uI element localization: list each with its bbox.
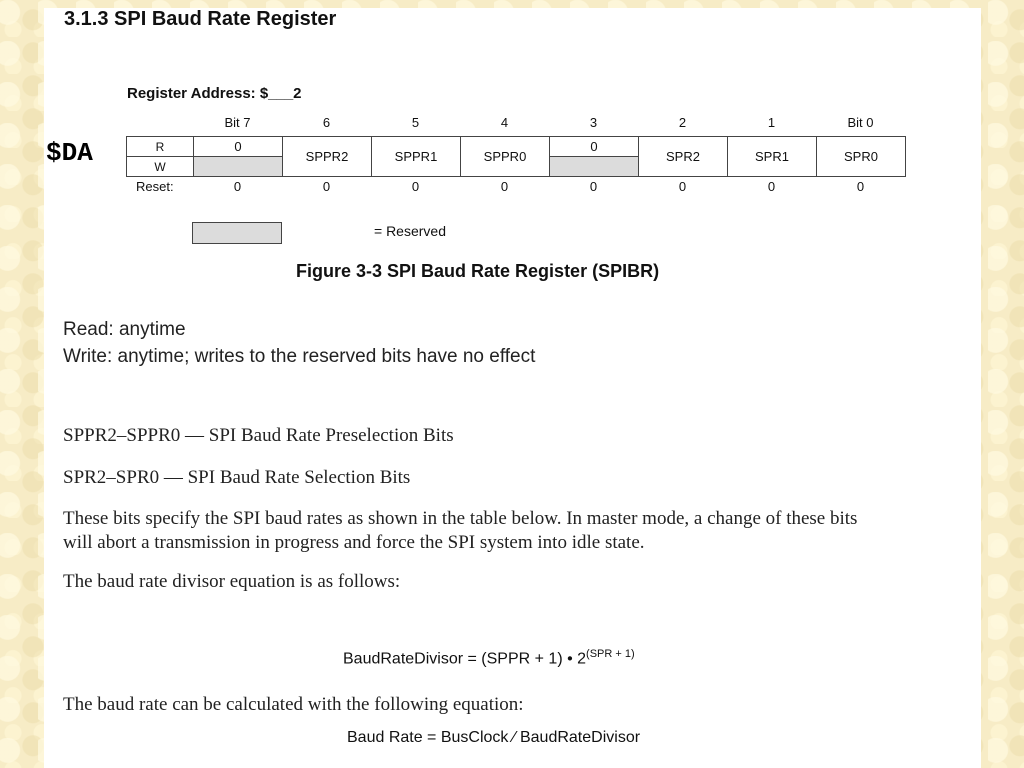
baud-intro: The baud rate can be calculated with the following equation: [63, 694, 524, 715]
write-access: Write: anytime; writes to the reserved bits have no effect [63, 346, 536, 367]
reset-value: 0 [767, 179, 776, 194]
section-heading: 3.1.3 SPI Baud Rate Register [64, 8, 337, 30]
divisor-equation-base: BaudRateDivisor = (SPPR + 1) • 2 [343, 650, 587, 668]
register-address-annotation: $DA [46, 138, 93, 168]
read-row-label: R [127, 137, 194, 157]
reserved-legend-label: = Reserved [374, 223, 446, 239]
bit-field: SPPR0 [461, 137, 550, 177]
register-address: Register Address: $___2 [127, 85, 302, 102]
reserved-bit-write [550, 157, 639, 177]
bit-label: Bit 0 [847, 115, 874, 130]
bit-field: SPPR2 [283, 137, 372, 177]
write-row-label: W [127, 157, 194, 177]
reset-row-label: Reset: [136, 179, 174, 194]
reserved-bit-read: 0 [194, 137, 283, 157]
register-table [126, 136, 906, 177]
divisor-intro: The baud rate divisor equation is as follows: [63, 571, 401, 592]
bit-field: SPR1 [728, 137, 817, 177]
reset-value: 0 [678, 179, 687, 194]
reserved-bit-write [194, 157, 283, 177]
bit-label: 5 [411, 115, 420, 130]
bit-label: 2 [678, 115, 687, 130]
bit-label: 1 [767, 115, 776, 130]
reset-value: 0 [411, 179, 420, 194]
read-access: Read: anytime [63, 319, 186, 340]
reset-value: 0 [500, 179, 509, 194]
bit-field: SPPR1 [372, 137, 461, 177]
field-definition: SPR2–SPR0 — SPI Baud Rate Selection Bits [63, 467, 411, 488]
bit-label: Bit 7 [224, 115, 251, 130]
figure-caption: Figure 3-3 SPI Baud Rate Register (SPIBR) [296, 261, 660, 281]
reserved-legend-swatch [192, 222, 282, 244]
bit-field: SPR2 [639, 137, 728, 177]
divisor-equation [343, 648, 635, 668]
reset-value: 0 [322, 179, 331, 194]
bit-label: 3 [589, 115, 598, 130]
bit-field: SPR0 [817, 137, 906, 177]
bit-label: 6 [322, 115, 331, 130]
reset-value: 0 [856, 179, 865, 194]
description-line: These bits specify the SPI baud rates as shown in the table below. In master mode, a change of these bits [63, 508, 858, 529]
baud-equation: Baud Rate = BusClock ⁄ BaudRateDivisor [347, 729, 641, 746]
reset-value: 0 [589, 179, 598, 194]
bit-label: 4 [500, 115, 509, 130]
reset-value: 0 [233, 179, 242, 194]
divisor-equation-exponent: (SPR + 1) [586, 648, 635, 660]
description-line: will abort a transmission in progress and force the SPI system into idle state. [63, 532, 645, 553]
reserved-bit-read: 0 [550, 137, 639, 157]
field-definition: SPPR2–SPPR0 — SPI Baud Rate Preselection Bits [63, 425, 454, 446]
